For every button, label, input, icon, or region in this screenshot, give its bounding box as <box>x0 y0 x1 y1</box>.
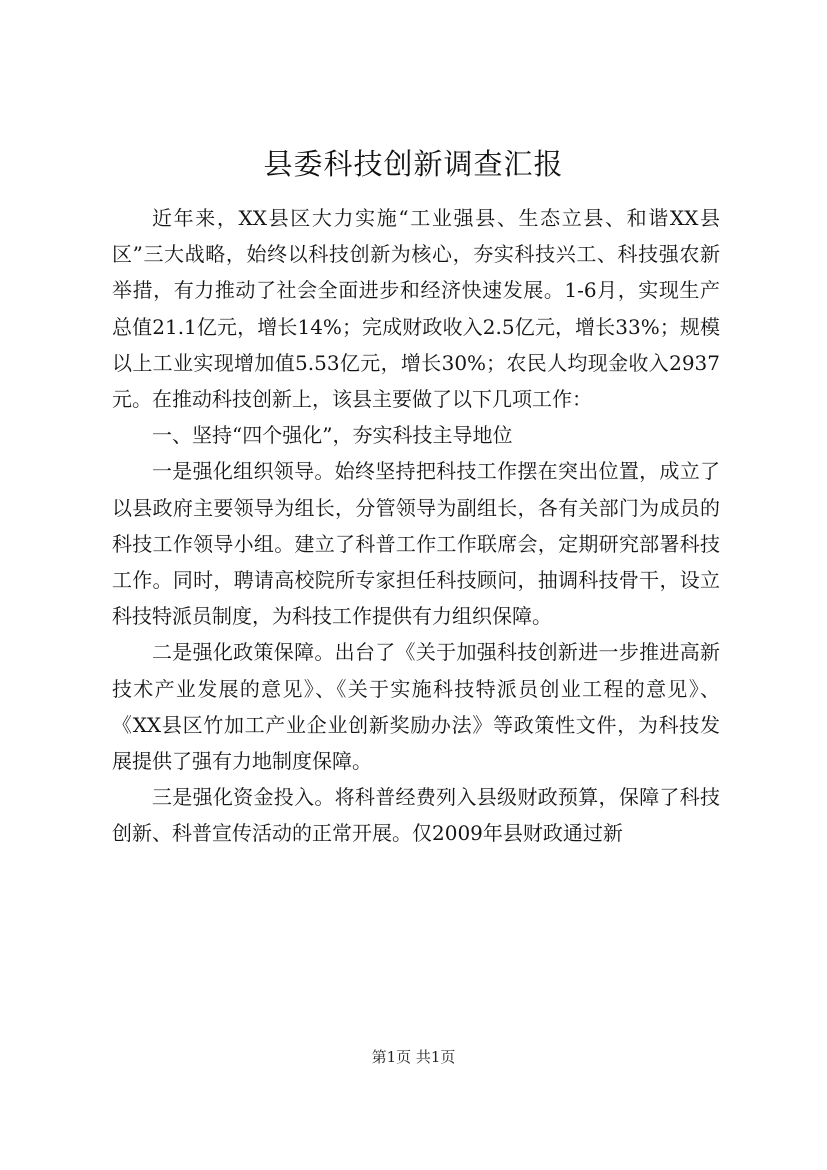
paragraph-organization: 一是强化组织领导。始终坚持把科技工作摆在突出位置，成立了以县政府主要领导为组长，分管领导为副组长，各有关部门为成员的科技工作领导小组。建立了科普工作工作联席会，定期研究部署科技工作。同时，聘请高校院所专家担任科技顾问，抽调科技骨干，设立科技特派员制度，为科技工作提供有力组织保障。 <box>112 459 720 629</box>
page-footer: 第1页 共1页 <box>371 1048 456 1066</box>
document-title: 县委科技创新调查汇报 <box>263 147 564 181</box>
paragraph-intro: 近年来，XX县区大力实施“工业强县、生态立县、和谐XX县区”三大战略，始终以科技创新为核心，夯实科技兴工、科技强农新举措，有力推动了社会全面进步和经济快速发展。1-6月，实现生产总值21.1亿元，增长14%；完成财政收入2.5亿元，增长33%；规模以上工业实现增加值5.53亿元，增长30%；农民人均现金收入2937元。在推动科技创新上，该县主要做了以下几项工作： <box>112 206 720 412</box>
paragraph-policy: 二是强化政策保障。出台了《关于加强科技创新进一步推进高新技术产业发展的意见》、《关于实施科技特派员创业工程的意见》、《XX县区竹加工产业企业创新奖励办法》等政策性文件，为科技发展提供了强有力地制度保障。 <box>112 640 720 774</box>
section-heading: 一、坚持“四个强化”，夯实科技主导地位 <box>152 423 513 448</box>
paragraph-funding: 三是强化资金投入。将科普经费列入县级财政预算，保障了科技创新、科普宣传活动的正常开展。仅2009年县财政通过新 <box>112 785 720 846</box>
document-body <box>112 200 720 852</box>
